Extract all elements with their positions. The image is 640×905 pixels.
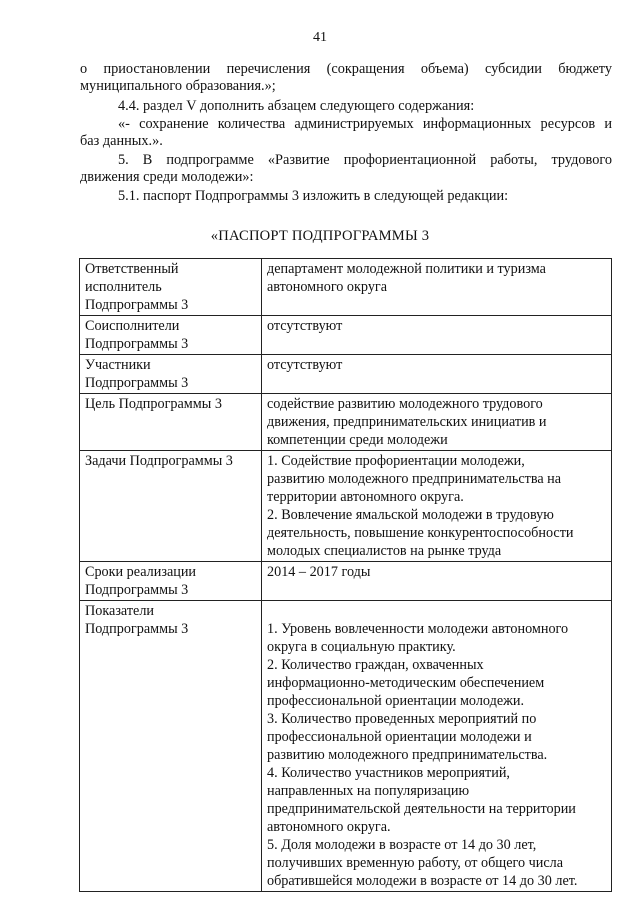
paragraph-section-v (80, 98, 612, 115)
table-row (80, 601, 612, 892)
paragraph-passport-edit (80, 188, 612, 205)
text-line: движения среди молодежи»: (80, 169, 254, 186)
row-label (80, 316, 262, 355)
cell-line: профессиональной ориентации молодежи. (267, 693, 525, 709)
cell-line: обратившейся молодежи в возрасте от 14 до 30 лет. (267, 873, 578, 889)
cell-line: Сроки реализации (85, 564, 197, 580)
cell-line: территории автономного округа. (267, 489, 464, 505)
row-label (80, 259, 262, 316)
cell-line: 1. Уровень вовлеченности молодежи автономного (267, 621, 569, 637)
cell-line: 2. Вовлечение ямальской молодежи в трудовую (267, 507, 554, 523)
cell-line: информационно-методическим обеспечением (267, 675, 545, 691)
cell-line: компетенции среди молодежи (267, 432, 448, 448)
cell-line: профессиональной ориентации молодежи и (267, 729, 532, 745)
cell-line: развитию молодежного предпринимательства на (267, 471, 562, 487)
row-value (262, 316, 612, 355)
cell-line: молодых специалистов на рынке труда (267, 543, 502, 559)
paragraph-subprogram-5 (80, 152, 612, 186)
row-label (80, 451, 262, 562)
cell-line: 1. Содействие профориентации молодежи, (267, 453, 525, 469)
row-label (80, 562, 262, 601)
row-value (262, 259, 612, 316)
row-label (80, 394, 262, 451)
text-line: «- сохранение количества администрируемых информационных ресурсов и (118, 116, 612, 132)
cell-line: автономного округа (267, 279, 388, 295)
text-line: муниципального образования.»; (80, 78, 276, 95)
cell-line: Подпрограммы 3 (85, 297, 189, 313)
row-value (262, 451, 612, 562)
cell-line: департамент молодежной политики и туризма (267, 261, 546, 277)
cell-line: 4. Количество участников мероприятий, (267, 765, 510, 781)
cell-line: Участники (85, 357, 151, 373)
cell-line: содействие развитию молодежного трудового (267, 396, 543, 412)
cell-line: движения, предпринимательских инициатив и (267, 414, 547, 430)
cell-line: округа в социальную практику. (267, 639, 456, 655)
cell-line: отсутствуют (267, 357, 343, 373)
cell-line: Подпрограммы 3 (85, 375, 189, 391)
cell-line: Показатели (85, 603, 155, 619)
cell-line: Соисполнители (85, 318, 180, 334)
cell-line: деятельность, повышение конкурентоспособности (267, 525, 574, 541)
cell-line: 5. Доля молодежи в возрасте от 14 до 30 лет, (267, 837, 537, 853)
table-row (80, 316, 612, 355)
cell-line (267, 602, 607, 620)
row-value (262, 601, 612, 892)
passport-table (79, 258, 612, 892)
cell-line: предпринимательской деятельности на территории (267, 801, 576, 817)
text-line: 5. В подпрограмме «Развитие профориентационной работы, трудового (118, 152, 612, 168)
row-value (262, 562, 612, 601)
text-line: 4.4. раздел V дополнить абзацем следующего содержания: (118, 98, 475, 114)
text-line: о приостановлении перечисления (сокращения объема) субсидии бюджету (80, 61, 612, 77)
table-row (80, 355, 612, 394)
page-number: 41 (313, 30, 327, 45)
row-value (262, 394, 612, 451)
cell-line: получивших временную работу, от общего числа (267, 855, 564, 871)
cell-line: 2. Количество граждан, охваченных (267, 657, 484, 673)
text-line: баз данных.». (80, 133, 163, 150)
passport-title: «ПАСПОРТ ПОДПРОГРАММЫ 3 (210, 228, 430, 244)
cell-line: Подпрограммы 3 (85, 621, 189, 637)
row-value (262, 355, 612, 394)
paragraph-quote-resources (80, 116, 612, 150)
table-row (80, 394, 612, 451)
cell-line: Задачи Подпрограммы 3 (85, 453, 233, 469)
cell-line: 2014 – 2017 годы (267, 564, 371, 580)
cell-line: исполнитель (85, 279, 162, 295)
cell-line: отсутствуют (267, 318, 343, 334)
cell-line: развитию молодежного предпринимательства. (267, 747, 548, 763)
table-row (80, 259, 612, 316)
cell-line: автономного округа. (267, 819, 391, 835)
table-row (80, 562, 612, 601)
text-line: 5.1. паспорт Подпрограммы 3 изложить в следующей редакции: (118, 188, 509, 204)
cell-line: 3. Количество проведенных мероприятий по (267, 711, 537, 727)
cell-line: направленных на популяризацию (267, 783, 470, 799)
cell-line: Подпрограммы 3 (85, 582, 189, 598)
row-label (80, 355, 262, 394)
cell-line: Ответственный (85, 261, 179, 277)
table-row (80, 451, 612, 562)
cell-line: Подпрограммы 3 (85, 336, 189, 352)
paragraph-subsidy-suspension (80, 61, 612, 95)
cell-line: Цель Подпрограммы 3 (85, 396, 222, 412)
row-label (80, 601, 262, 892)
